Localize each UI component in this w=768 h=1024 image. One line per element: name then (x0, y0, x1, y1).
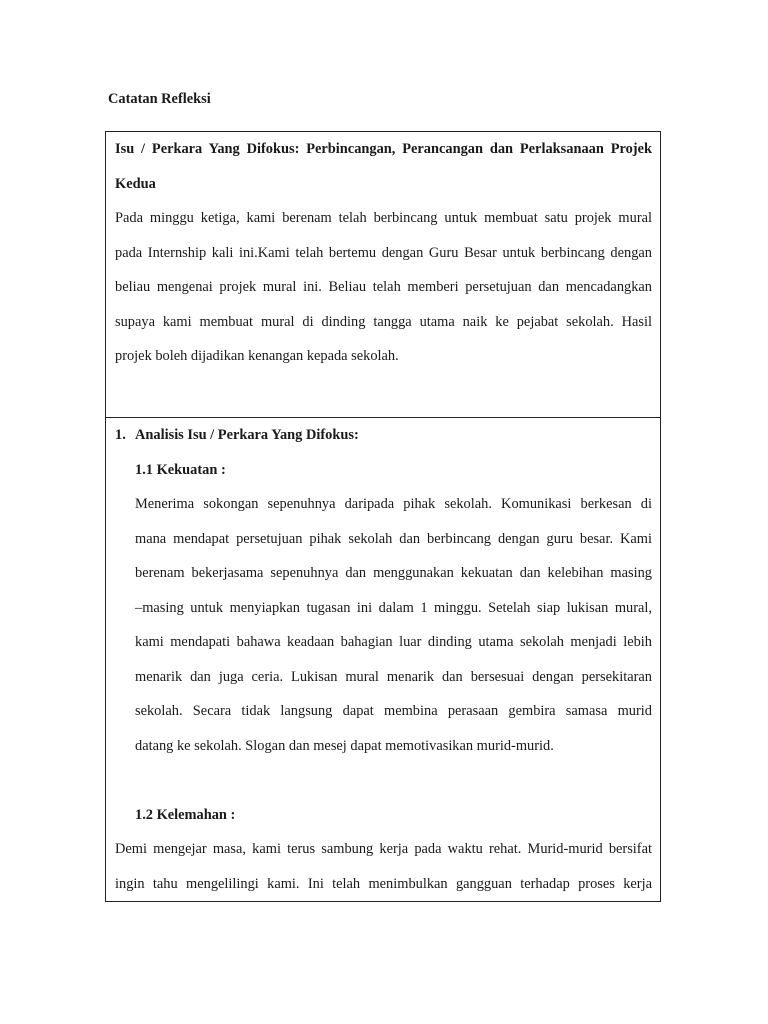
focus-issue-cell (106, 132, 660, 417)
focus-issue-text-line: Pada minggu ketiga, kami berenam telah berbincang untuk membuat satu projek mural (115, 210, 652, 226)
focus-issue-text-line: projek boleh dijadikan kenangan kepada sekolah. (115, 348, 399, 364)
analysis-heading: Analisis Isu / Perkara Yang Difokus: (135, 427, 359, 443)
strength-heading: 1.1 Kekuatan : (135, 461, 226, 478)
strength-text-line: sekolah. Secara tidak langsung dapat membina perasaan gembira samasa murid (135, 703, 652, 719)
focus-issue-text-line: beliau mengenai projek mural ini. Beliau telah memberi persetujuan dan mencadangkan (115, 279, 652, 295)
document-title: Catatan Refleksi (108, 91, 211, 107)
focus-issue-text-line: supaya kami membuat mural di dinding tangga utama naik ke pejabat sekolah. Hasil (115, 313, 652, 330)
focus-issue-heading: Isu / Perkara Yang Difokus: Perbincangan, Perancangan dan Perlaksanaan Projek (115, 141, 652, 157)
analysis-heading-row (115, 418, 652, 453)
strength-text-line: berenam bekerjasama sepenuhnya dan menggunakan kekuatan dan kelebihan masing (135, 565, 652, 581)
strength-text-line: kami mendapati bahawa keadaan bahagian luar dinding utama sekolah menjadi lebih (135, 634, 652, 650)
weakness-text-line: Demi mengejar masa, kami terus sambung kerja pada waktu rehat. Murid-murid bersifat (115, 841, 652, 857)
weakness-text-line: ingin tahu mengelilingi kami. Ini telah menimbulkan gangguan terhadap proses kerja (115, 875, 652, 892)
strength-text-line: menarik dan juga ceria. Lukisan mural menarik dan bersesuai dengan persekitaran (135, 668, 652, 685)
strength-text-line: –masing untuk menyiapkan tugasan ini dalam 1 minggu. Setelah siap lukisan mural, (135, 599, 652, 616)
strength-text-line: mana mendapat persetujuan pihak sekolah dan berbincang dengan guru besar. Kami (135, 530, 652, 547)
analysis-number: 1. (115, 427, 126, 443)
strength-text-line: Menerima sokongan sepenuhnya daripada pihak sekolah. Komunikasi berkesan di (135, 496, 652, 512)
strength-text-line: datang ke sekolah. Slogan dan mesej dapat memotivasikan murid-murid. (135, 737, 554, 754)
analysis-cell (106, 417, 660, 901)
spacer (115, 763, 652, 798)
reflection-table (105, 131, 661, 902)
focus-issue-heading-cont: Kedua (115, 175, 156, 192)
weakness-heading: 1.2 Kelemahan : (135, 806, 236, 823)
focus-issue-text-line: pada Internship kali ini.Kami telah bertemu dengan Guru Besar untuk berbincang dengan (115, 244, 652, 261)
